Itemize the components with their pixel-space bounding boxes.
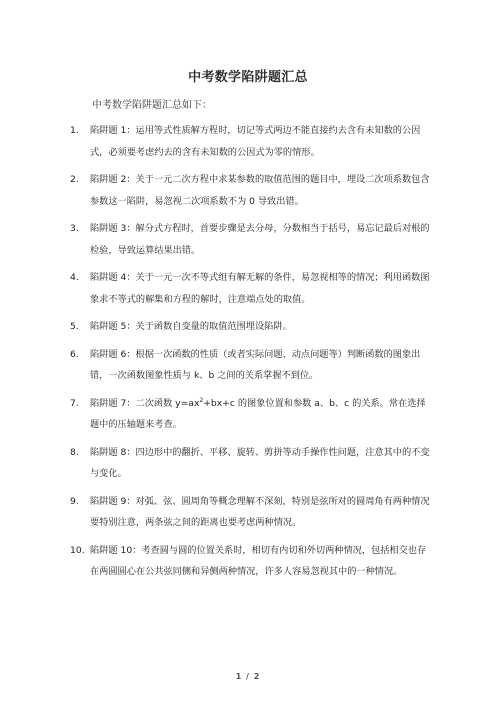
list-item [70,540,430,583]
list-item [70,218,430,261]
list-number: 8. [70,446,79,458]
list-item [70,267,430,310]
list-text: 陷阱题 4：关于一元一次不等式组有解无解的条件，易忽视相等的情况；利用函数图象求不等式的解集和方程的解时，注意端点处的取值。 [90,272,430,305]
document-title: 中考数学陷阱题汇总 [188,70,308,85]
list-text: 陷阱题 10：考查圆与圆的位置关系时，相切有内切和外切两种情况，包括相交也存在两圆圆心在公共弦同侧和异侧两种情况，许多人容易忽视其中的一种情况。 [90,544,427,577]
list-number: 9. [70,495,79,507]
list-number: 1. [70,125,79,136]
trap-list [70,120,430,589]
list-number: 6. [70,348,79,360]
list-item [70,120,430,163]
list-text-part: 陷阱题 7：二次函数 y=ax [90,397,200,409]
list-number: 5. [70,321,79,332]
list-text-part: +bx+c 的图象位置和参数 a、b、c 的关系。常在选择题中的压轴题来考查。 [90,397,426,430]
list-item [70,344,430,387]
list-text: 陷阱题 3：解分式方程时，首要步骤是去分母，分数相当于括号，易忘记最后对根的检验，导致运算结果出错。 [90,223,430,256]
list-text: 陷阱题 6：根据一次函数的性质（或者实际问题、动点问题等）判断函数的图象出错，一次函数图象性质与 k、b 之间的关系掌握不到位。 [90,348,421,381]
intro-text: 中考数学陷阱题汇总如下： [92,100,212,111]
list-item [70,393,430,436]
list-text: 陷阱题 1：运用等式性质解方程时，切记等式两边不能直接约去含有未知数的公因式，必须要考虑约去的含有未知数的公因式为零的情形。 [90,125,421,158]
list-number: 7. [70,397,79,409]
list-item [70,316,430,338]
list-text: 陷阱题 5：关于函数自变量的取值范围埋设陷阱。 [90,321,292,332]
list-item [70,442,430,485]
list-number: 3. [70,223,79,234]
superscript: 2 [199,396,204,404]
list-item [70,491,430,534]
list-number: 10. [70,544,85,556]
list-text: 陷阱题 9：对弧、弦、圆周角等概念理解不深刻，特别是弦所对的圆周角有两种情况要特别注意，两条弦之间的距离也要考虑两种情况。 [90,495,430,528]
list-number: 2. [70,174,79,185]
list-number: 4. [70,272,79,283]
page-number: 1 / 2 [235,672,261,681]
list-text [90,393,430,436]
list-text: 陷阱题 2：关于一元二次方程中求某参数的取值范围的题目中，埋设二次项系数包含参数这一陷阱，易忽视二次项系数不为 0 导致出错。 [90,174,430,207]
list-item [70,169,430,212]
list-text: 陷阱题 8：四边形中的翻折、平移、旋转、剪拼等动手操作性问题，注意其中的不变与变化。 [90,446,430,479]
